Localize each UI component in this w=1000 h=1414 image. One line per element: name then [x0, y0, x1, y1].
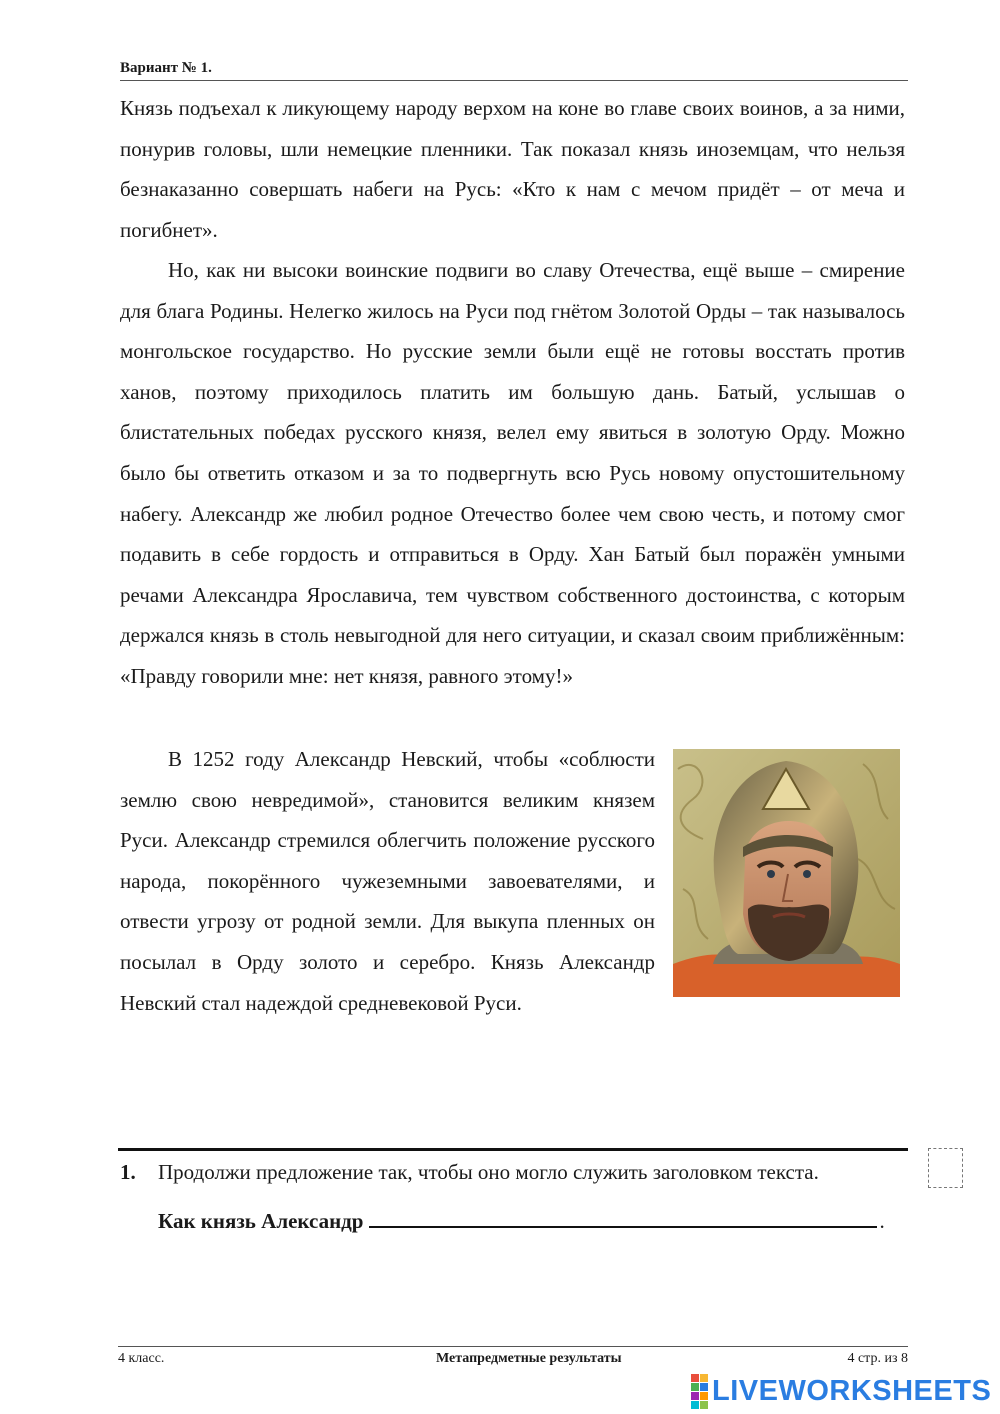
logo-square	[700, 1392, 708, 1400]
brand-name: LIVEWORKSHEETS	[712, 1374, 992, 1407]
text-paragraph-1: Князь подъехал к ликующему народу верхом на коне во главе своих воинов, а за ними, понурив головы, шли немецкие пленники. Так показал князь иноземцам, что нельзя безнаказанно совершать набеги на Русь: «Кто к нам с мечом придёт – от меча и погибнет».	[120, 96, 905, 242]
liveworksheets-logo-icon	[691, 1374, 708, 1409]
logo-square	[691, 1392, 699, 1400]
answer-blank-input[interactable]	[369, 1204, 877, 1228]
score-box	[928, 1148, 963, 1188]
variant-header: Вариант № 1.	[120, 60, 908, 81]
logo-square	[691, 1383, 699, 1391]
liveworksheets-brand[interactable]	[691, 1373, 991, 1409]
task-number: 1.	[120, 1160, 136, 1184]
answer-label: Как князь Александр	[158, 1209, 364, 1233]
logo-square	[700, 1401, 708, 1409]
alexander-nevsky-portrait	[673, 749, 900, 997]
logo-square	[691, 1401, 699, 1409]
logo-square	[691, 1374, 699, 1382]
logo-square	[700, 1374, 708, 1382]
portrait-icon	[673, 749, 900, 997]
text-paragraph-2: Но, как ни высоки воинские подвиги во славу Отечества, ещё выше – смирение для блага Родины. Нелегко жилось на Руси под гнётом Золотой Орды – так называлось монгольское государство. Но русские земли были ещё не готовы восстать против ханов, поэтому приходилось платить им большую дань. Батый, услышав о блистательных победах русского князя, велел ему явиться в золотую Орду. Можно было бы ответить отказом и за то подвергнуть всю Русь новому опустошительному набегу. Александр же любил родное Отечество более чем свою честь, и потому смог подавить в себе гордость и отправиться в Орду. Хан Батый был поражён умными речами Александра Ярославича, тем чувством собственного достоинства, с которым держался князь в столь невыгодной для него ситуации, и сказал своим приближённым: «Правду говорили мне: нет князя, равного этому!»	[120, 258, 905, 688]
answer-period: .	[879, 1209, 885, 1233]
page-footer	[118, 1346, 908, 1369]
section-divider	[118, 1148, 908, 1151]
logo-square	[700, 1383, 708, 1391]
task-prompt: Продолжи предложение так, чтобы оно могло служить заголовком текста.	[158, 1160, 819, 1184]
footer-subject: Метапредметные результаты	[436, 1351, 622, 1366]
task-answer-line	[158, 1204, 885, 1234]
text-paragraph-3: В 1252 году Александр Невский, чтобы «соблюсти землю свою невредимой», становится великим князем Руси. Александр стремился облегчить положение русского народа, покорённого чужеземными завоевателями, и отвести угрозу от родной земли. Для выкупа пленных он посылал в Орду золото и серебро. Князь Александр Невский стал надеждой средневековой Руси.	[120, 747, 655, 1015]
footer-grade: 4 класс.	[118, 1351, 165, 1366]
footer-page: 4 стр. из 8	[847, 1351, 908, 1366]
